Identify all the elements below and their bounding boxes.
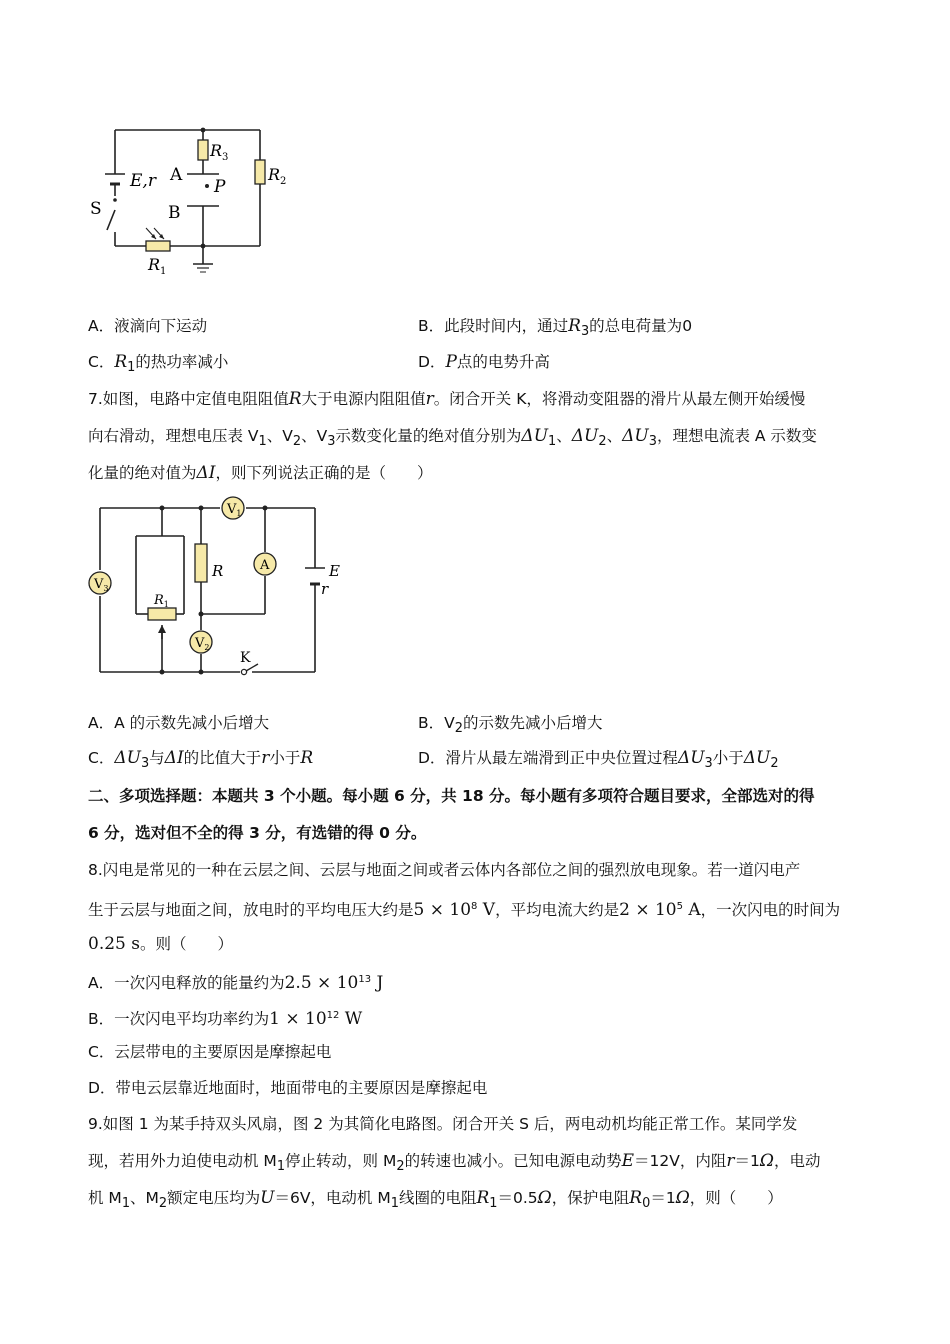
q9-stem-line-2: 现，若用外力迫使电动机 $M_1$停止转动，则 $M_2$的转速也减小。已知电源电动势E＝12V，内阻r＝1Ω，电动 (88, 1151, 821, 1175)
section-2-heading-line-2: 6 分，选对但不全的得 3 分，有选错的得 0 分。 (88, 824, 427, 842)
label-switch: S (90, 199, 102, 219)
q8-option-d: D．带电云层靠近地面时，地面带电的主要原因是摩擦起电 (88, 1079, 488, 1097)
q8-option-a: A．一次闪电释放的能量约为$2.5 \times 10^{13}$ J (88, 973, 384, 994)
q7-option-d: D．滑片从最左端滑到正中央位置过程$\Delta U_3$小于$\Delta U_2$ (418, 748, 779, 772)
label-plate-b: B (168, 203, 181, 223)
q9-stem-line-1: 9.如图 1 为某手持双头风扇，图 2 为其简化电路图。闭合开关 S 后，两电动机均能正常工作。某同学发 (88, 1115, 798, 1133)
label-emf: E,r (130, 171, 156, 191)
label-r1: $R_1$ (148, 255, 167, 277)
label-r1: $R_1$ (154, 593, 169, 609)
label-e: E (329, 562, 340, 580)
label-r: R (212, 562, 224, 580)
q7-option-b: B．$V_2$的示数先减小后增大 (418, 714, 603, 737)
q6-option-d: D．P点的电势升高 (418, 352, 550, 372)
q8-stem-line-3: 0.25 s。则（ ） (88, 934, 233, 954)
label-v2: $V_2$ (195, 636, 210, 652)
q6-option-c: C．$R_1$的热功率减小 (88, 352, 229, 376)
q8-stem-line-1: 8.闪电是常见的一种在云层之间、云层与地面之间或者云体内各部位之间的强烈放电现象。若一道闪电产 (88, 861, 801, 879)
label-r3: $R_3$ (210, 141, 229, 163)
label-point-p: P (214, 177, 226, 197)
q7-stem-line-3: 化量的绝对值为ΔI，则下列说法正确的是（ ） (88, 463, 433, 483)
q8-option-c: C．云层带电的主要原因是摩擦起电 (88, 1043, 332, 1061)
label-k: K (240, 650, 251, 666)
label-plate-a: A (170, 165, 183, 185)
q6-option-a: A．液滴向下运动 (88, 317, 208, 335)
label-ammeter: A (260, 558, 270, 573)
label-v3: $V_3$ (94, 577, 109, 593)
q7-option-c: C．$\Delta U_3$与ΔI的比值大于r小于R (88, 748, 314, 772)
q8-option-b: B．一次闪电平均功率约为$1 \times 10^{12}$ W (88, 1009, 363, 1030)
circuit-figure-1 (80, 118, 300, 288)
q7-stem-line-1: 7.如图，电路中定值电阻阻值R大于电源内阻阻值r。闭合开关 K，将滑动变阻器的滑片从最左侧开始缓慢 (88, 389, 806, 409)
section-2-heading-line-1: 二、多项选择题：本题共 3 个小题。每小题 6 分，共 18 分。每小题有多项符合题目要求，全部选对的得 (88, 787, 815, 805)
q7-option-a: A．A 的示数先减小后增大 (88, 714, 270, 732)
label-r2: $R_2$ (268, 165, 287, 187)
q6-option-b: B．此段时间内，通过$R_3$的总电荷量为0 (418, 316, 693, 340)
q9-stem-line-3: 机 $M_1$、$M_2$额定电压均为U＝6V，电动机 $M_1$线圈的电阻$R_1=0.5\Omega$，保护电阻$R_0=1\Omega$，则（ ） (88, 1188, 783, 1212)
q8-stem-line-2: 生于云层与地面之间，放电时的平均电压大约是$5 \times 10^8$ V，平均电流大约是$2 \times 10^5$ A，一次闪电的时间为 (88, 900, 841, 921)
q7-stem-line-2: 向右滑动，理想电压表 $V_1$、$V_2$、$V_3$示数变化量的绝对值分别为$\Delta U_1$、$\Delta U_2$、$\Delta U_3$，理想电流表 A 示数变 (88, 426, 817, 450)
circuit-figure-2 (80, 494, 350, 686)
label-v1: $V_1$ (227, 502, 242, 518)
label-internal-r: r (321, 580, 329, 598)
